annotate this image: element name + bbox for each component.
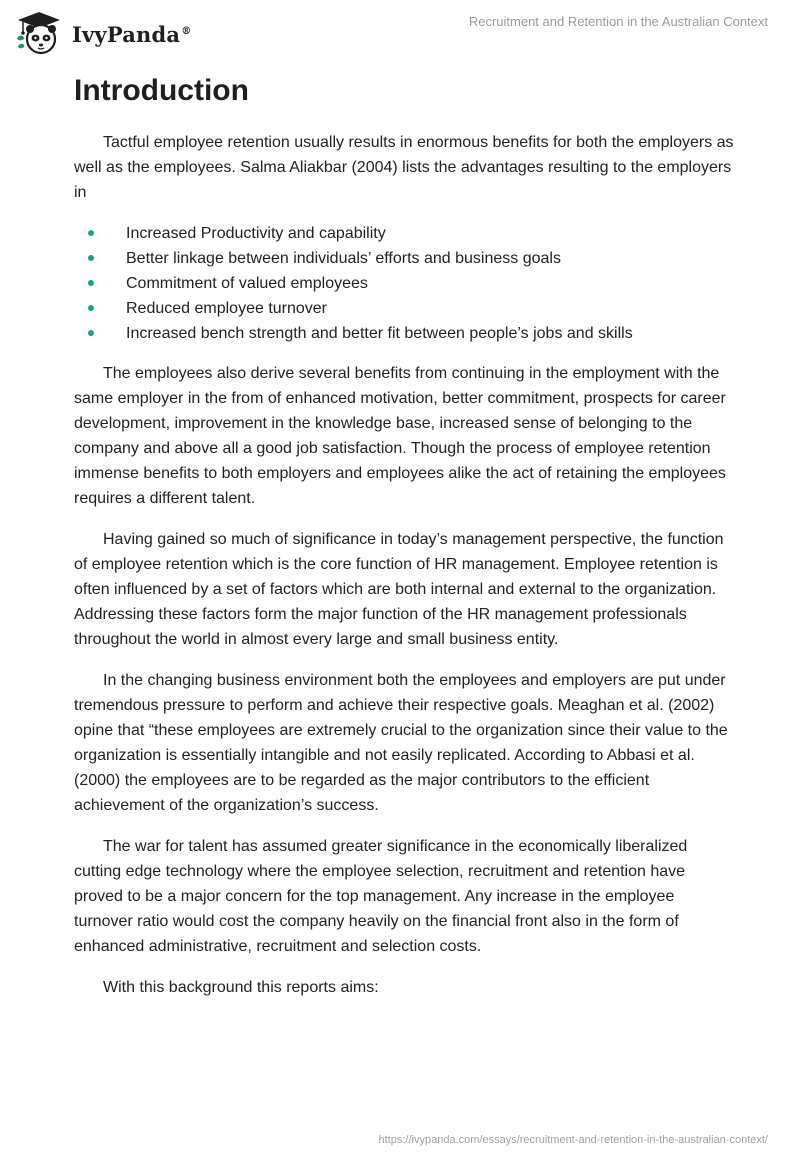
logo-wordmark: IvyPanda® (72, 21, 192, 47)
document-title: Recruitment and Retention in the Australian Context (468, 14, 768, 29)
bullet-dot-icon (88, 280, 94, 286)
body-paragraph: Having gained so much of significance in today’s management perspective, the function of employee retention which is the core function of HR management. Employee retention is often influenced by a set of factors which are both internal and external to the organization. Addressing these factors form the major function of the HR management professionals throughout the world in almost every large and small business entity. (74, 531, 724, 648)
panda-graduate-icon (14, 10, 64, 56)
source-url-link[interactable]: https://ivypanda.com/essays/recruitment-and-retention-in-the-australian-context/ (378, 1134, 768, 1146)
body-paragraph: In the changing business environment both the employees and employers are put under tremendous pressure to perform and achieve their respective goals. Meaghan et al. (2002) opine that “these employees are extremely crucial to the organization since their value to the organization is essentially intangible and not easily replicated. According to Abbasi et al. (2000) the employees are to be regarded as the major contributors to the efficient achievement of the organization’s success. (74, 672, 728, 814)
bullet-dot-icon (88, 305, 94, 311)
bullet-dot-icon (88, 230, 94, 236)
section-heading: Introduction (74, 74, 249, 107)
ivypanda-logo[interactable] (14, 10, 191, 56)
list-item: Reduced employee turnover (74, 296, 734, 321)
bullet-dot-icon (88, 330, 94, 336)
benefits-list (74, 221, 734, 346)
list-item: Better linkage between individuals’ efforts and business goals (74, 246, 734, 271)
intro-paragraph: Tactful employee retention usually results in enormous benefits for both the employers as well as the employees. Salma Aliakbar (2004) lists the advantages resulting to the employers in (74, 134, 734, 201)
list-item: Commitment of valued employees (74, 271, 734, 296)
bullet-dot-icon (88, 255, 94, 261)
body-paragraph: The employees also derive several benefits from continuing in the employment with the same employer in the from of enhanced motivation, better commitment, prospects for career development, improvement in the knowledge base, increased sense of belonging to the company and above all a good job satisfaction. Though the process of employee retention immense benefits to both employers and employees alike the act of retaining the employees requires a different talent. (74, 365, 726, 507)
page-header (0, 0, 800, 70)
essay-body (74, 72, 734, 1016)
list-item: Increased bench strength and better fit between people’s jobs and skills (74, 321, 734, 346)
body-paragraph: The war for talent has assumed greater significance in the economically liberalized cutting edge technology where the employee selection, recruitment and retention have proved to be a major concern for the top management. Any increase in the employee turnover ratio would cost the company heavily on the financial front also in the form of enhanced administrative, recruitment and selection costs. (74, 838, 688, 955)
body-paragraph: With this background this reports aims: (103, 979, 379, 996)
list-item: Increased Productivity and capability (74, 221, 734, 246)
